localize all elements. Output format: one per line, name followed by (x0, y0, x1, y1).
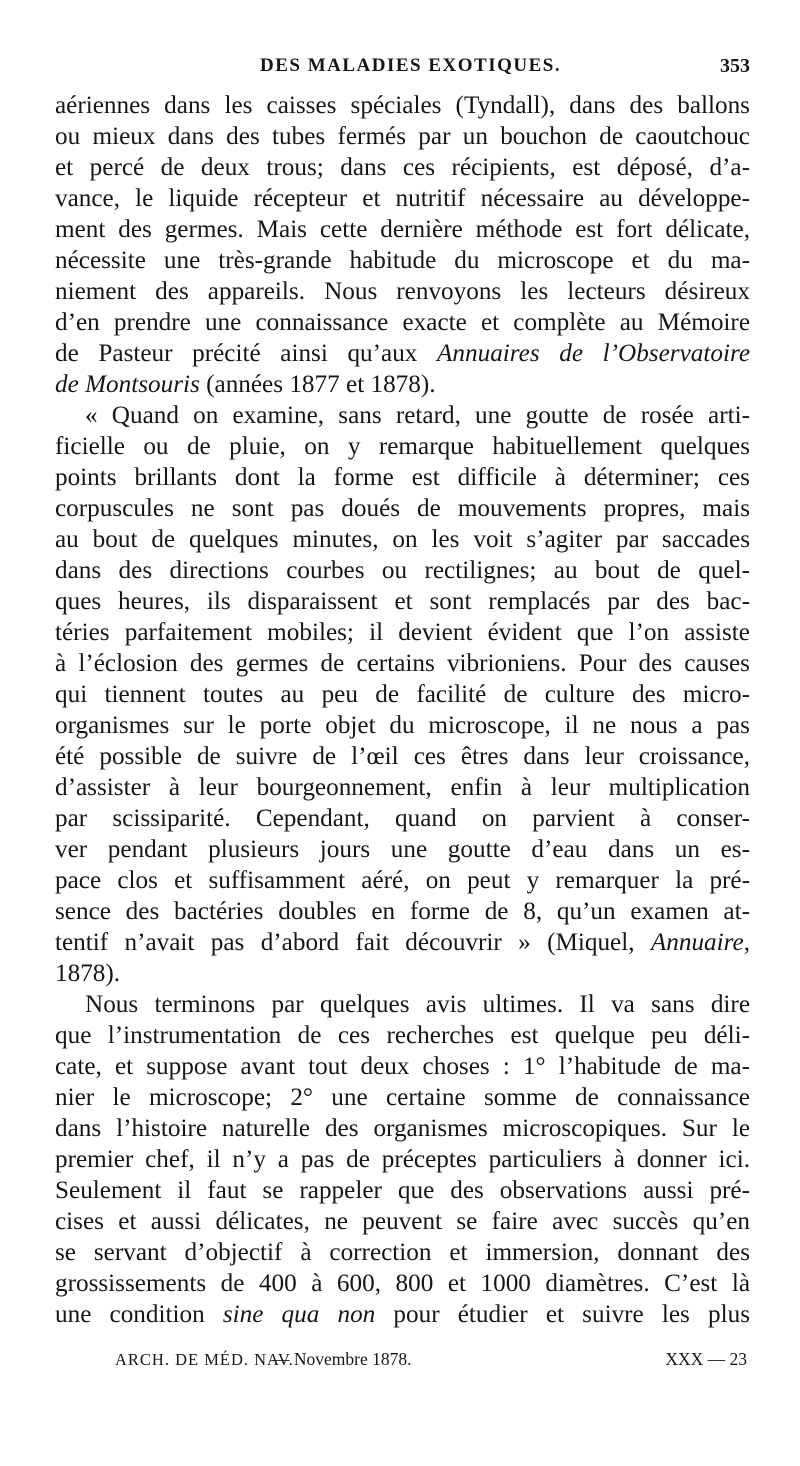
text-line: ques heures, ils disparaissent et sont remplacés par des bac- (55, 588, 750, 615)
text-line: « Quand on examine, sans retard, une goutte de rosée arti- (85, 402, 750, 429)
text-line: vance, le liquide récepteur et nutritif nécessaire au développe- (55, 185, 750, 212)
text-line: ou mieux dans des tubes fermés par un bouchon de caoutchouc (55, 123, 750, 150)
text-line (55, 1299, 750, 1330)
italic-title: Annuaire (650, 929, 744, 956)
text-line: ficielle ou de pluie, on y remarque habituellement quelques (55, 433, 750, 460)
italic-title: de Montsouris (55, 371, 200, 398)
text-line: ver pendant plusieurs jours une goutte d’eau dans un es- (55, 836, 750, 863)
text-line (55, 369, 750, 400)
footer-signature: XXX — 23 (665, 1349, 747, 1369)
running-title: DES MALADIES EXOTIQUES. (260, 55, 562, 76)
body-text (55, 90, 750, 1330)
text-run: (années 1877 et 1878). (199, 371, 436, 398)
footer-date: — Novembre 1878. (272, 1349, 412, 1369)
text-line: dans l’histoire naturelle des organismes microscopiques. Sur le (55, 1115, 750, 1142)
text-run: tentif n’avait pas d’abord fait découvrir » (Miquel, (55, 929, 651, 956)
text-line: par scissiparité. Cependant, quand on parvient à conser- (55, 805, 750, 832)
text-run: pour étudier et suivre les plus (375, 1301, 750, 1328)
text-line: points brillants dont la forme est difficile à déterminer; ces (55, 464, 750, 491)
text-line: premier chef, il n’y a pas de préceptes particuliers à donner ici. (55, 1146, 750, 1173)
page-number: 353 (720, 55, 750, 77)
text-line: grossissements de 400 à 600, 800 et 1000 diamètres. C’est là (55, 1270, 750, 1297)
italic-title: Annuaires de l’Observatoire (437, 340, 750, 367)
text-line (55, 338, 750, 369)
text-line: cate, et suppose avant tout deux choses : 1° l’habitude de ma- (55, 1053, 750, 1080)
text-line: téries parfaitement mobiles; il devient évident que l’on assiste (55, 619, 750, 646)
text-line: 1878). (55, 960, 121, 987)
text-line: sence des bactéries doubles en forme de 8, qu’un examen at- (55, 898, 750, 925)
footer-journal: ARCH. DE MÉD. NAV. (115, 1350, 294, 1369)
text-line: à l’éclosion des germes de certains vibrioniens. Pour des causes (55, 650, 750, 677)
text-run: , (743, 929, 750, 956)
text-line: nécessite une très-grande habitude du microscope et du ma- (55, 247, 750, 274)
running-head (250, 55, 750, 89)
text-line: nier le microscope; 2° une certaine somme de connaissance (55, 1084, 750, 1111)
text-line: Nous terminons par quelques avis ultimes. Il va sans dire (85, 991, 750, 1018)
text-line: dans des directions courbes ou rectilignes; au bout de quel- (55, 557, 750, 584)
text-run: de Pasteur précité ainsi qu’aux (55, 340, 438, 367)
text-line: se servant d’objectif à correction et immersion, donnant des (55, 1239, 750, 1266)
text-line: Seulement il faut se rappeler que des observations aussi pré- (55, 1177, 750, 1204)
text-line: d’assister à leur bourgeonnement, enfin à leur multiplication (55, 774, 750, 801)
text-line: que l’instrumentation de ces recherches est quelque peu déli- (55, 1022, 750, 1049)
text-line: cises et aussi délicates, ne peuvent se faire avec succès qu’en (55, 1208, 750, 1235)
text-line: été possible de suivre de l’œil ces êtres dans leur croissance, (55, 743, 750, 770)
text-line: pace clos et suffisamment aéré, on peut y remarquer la pré- (55, 867, 750, 894)
text-line (55, 927, 750, 958)
italic-phrase: sine qua non (222, 1301, 376, 1328)
text-line: aériennes dans les caisses spéciales (Tyndall), dans des ballons (55, 92, 750, 119)
text-line: niement des appareils. Nous renvoyons les lecteurs désireux (55, 278, 750, 305)
text-line: qui tiennent toutes au peu de facilité de culture des micro- (55, 681, 750, 708)
text-run: une condition (55, 1301, 223, 1328)
text-line: ment des germes. Mais cette dernière méthode est fort délicate, (55, 216, 750, 243)
page-footer (115, 1350, 755, 1376)
text-line: au bout de quelques minutes, on les voit s’agiter par saccades (55, 526, 750, 553)
text-line: corpuscules ne sont pas doués de mouvements propres, mais (55, 495, 750, 522)
text-line: d’en prendre une connaissance exacte et complète au Mémoire (55, 309, 750, 336)
text-line: organismes sur le porte objet du microscope, il ne nous a pas (55, 712, 750, 739)
text-line: et percé de deux trous; dans ces récipients, est déposé, d’a- (55, 154, 750, 181)
